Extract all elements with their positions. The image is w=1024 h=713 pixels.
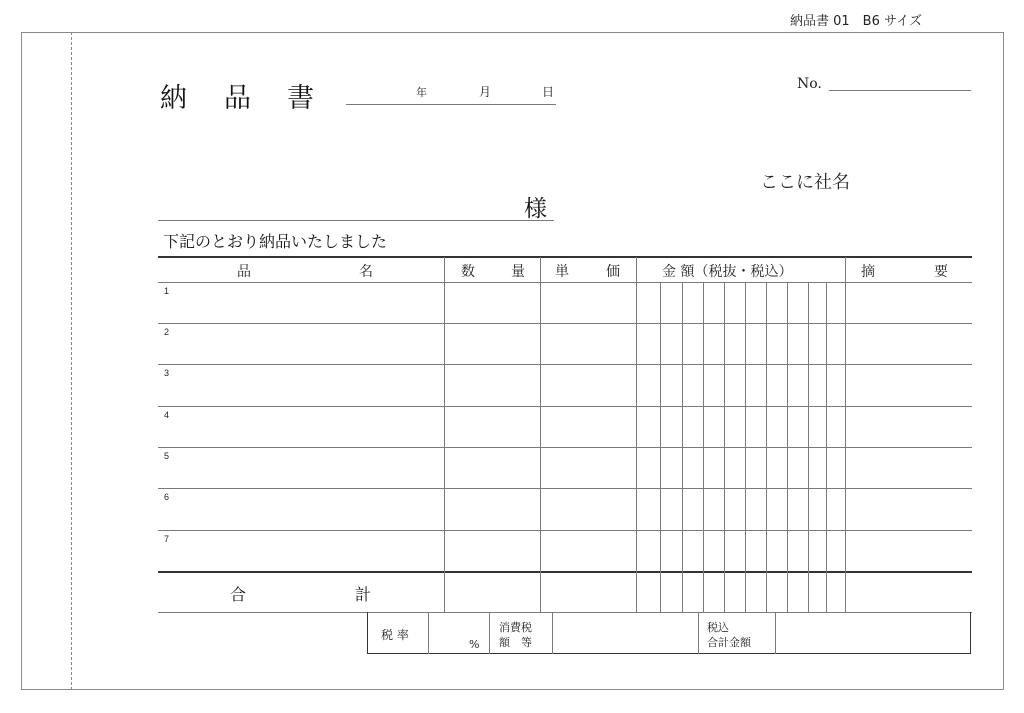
header-unit-price: 価 (606, 264, 620, 280)
table-row[interactable] (158, 324, 972, 364)
header-remarks: 要 (934, 264, 948, 280)
delivery-message: 下記のとおり納品いたしました (163, 232, 388, 251)
header-unit-price: 単 (555, 264, 569, 280)
table-top-border (158, 256, 972, 258)
header-quantity: 数 (461, 264, 475, 280)
percent-sign: % (469, 638, 480, 651)
table-row[interactable] (158, 365, 972, 405)
header-remarks: 摘 (861, 264, 875, 280)
tax-rate-field[interactable] (429, 613, 489, 653)
honorific: 様 (524, 196, 547, 222)
header-item-name: 名 (359, 264, 373, 280)
header-quantity: 量 (511, 264, 525, 280)
form-title (160, 76, 330, 114)
table-row[interactable] (158, 531, 972, 571)
table-row[interactable] (158, 489, 972, 529)
date-field[interactable] (346, 80, 556, 104)
title-char: 書 (287, 83, 314, 114)
taxed-total-label: 合計金額 (707, 636, 751, 649)
number-underline[interactable] (829, 90, 971, 91)
row-number: 2 (164, 327, 170, 337)
form-code-label: 納品書 01 B6 サイズ (790, 14, 922, 29)
row-number: 6 (164, 492, 170, 502)
title-char: 納 (160, 83, 187, 114)
company-name: ここに社名 (760, 172, 850, 193)
footer-divider (698, 612, 699, 654)
taxed-total-label: 税込 (707, 621, 729, 634)
number-label: No. (797, 76, 822, 92)
year-label: 年 (416, 86, 427, 99)
row-number: 5 (164, 451, 170, 461)
consumption-tax-label: 消費税 (499, 621, 532, 634)
row-number: 3 (164, 368, 170, 378)
total-label: 合 (230, 585, 247, 604)
row-number: 1 (164, 286, 170, 296)
header-item-name: 品 (237, 264, 251, 280)
footer-divider (489, 612, 490, 654)
date-underline (346, 104, 556, 105)
row-number: 4 (164, 410, 170, 420)
consumption-tax-field[interactable] (553, 613, 698, 653)
header-amount: 金 額（税抜・税込） (662, 264, 793, 280)
total-top-border (158, 571, 972, 573)
title-char: 品 (224, 83, 251, 114)
consumption-tax-label: 額 等 (499, 636, 532, 649)
customer-underline[interactable] (158, 220, 554, 221)
table-row[interactable] (158, 283, 972, 323)
table-row[interactable] (158, 407, 972, 447)
total-label: 計 (355, 585, 372, 604)
month-label: 月 (479, 85, 492, 99)
day-label: 日 (542, 85, 555, 99)
row-number: 7 (164, 534, 170, 544)
table-row[interactable] (158, 448, 972, 488)
tax-rate-label: 税 率 (381, 628, 409, 642)
perforation-line (71, 32, 72, 690)
taxed-total-field[interactable] (776, 613, 971, 653)
